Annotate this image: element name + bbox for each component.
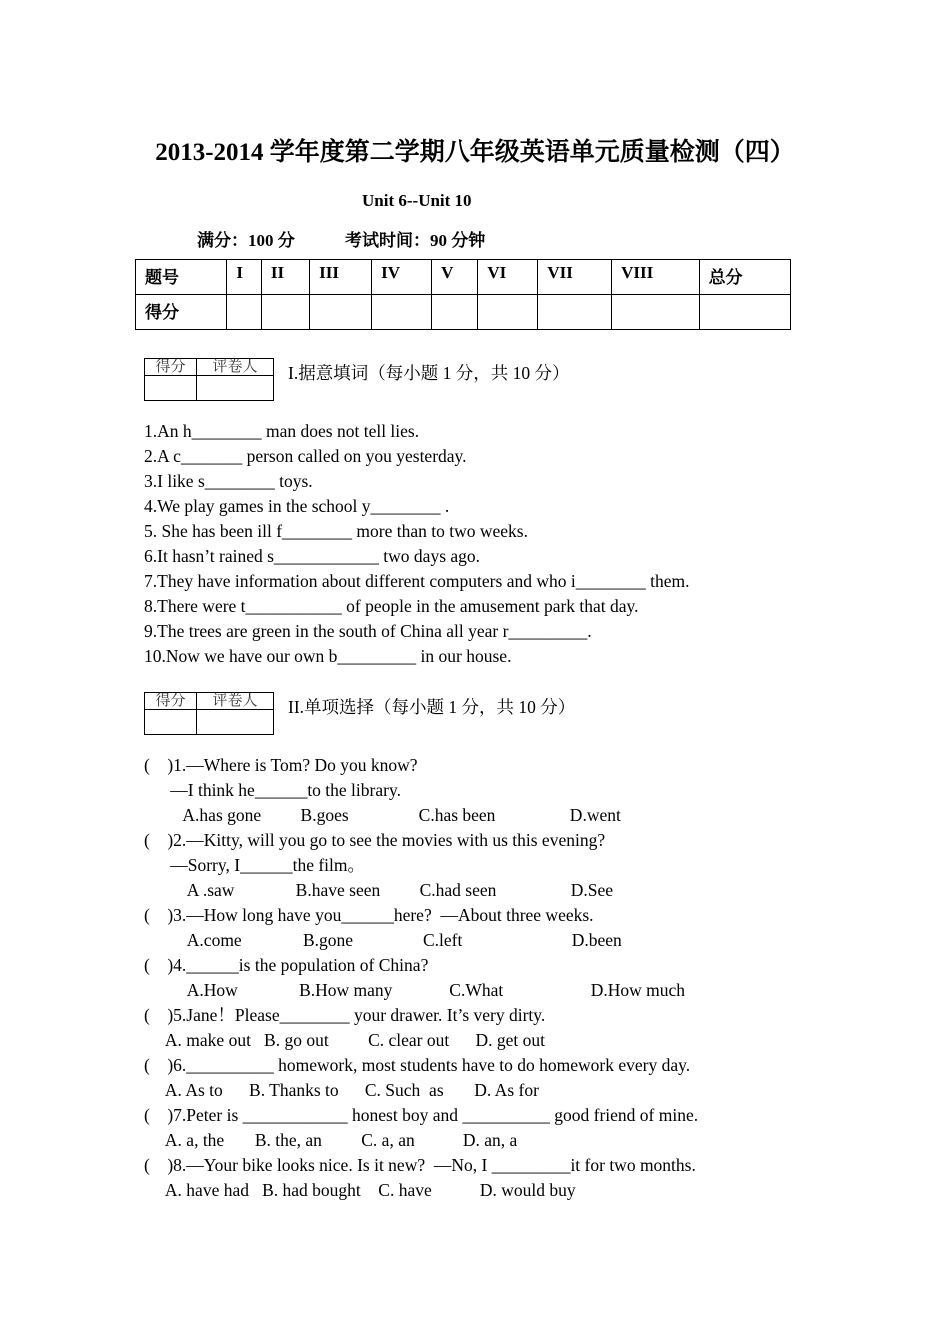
question-line: 1.An h________ man does not tell lies. (144, 421, 420, 441)
score-cell[interactable] (310, 295, 372, 330)
choice-question-line: ( )4.______is the population of China? (144, 955, 429, 975)
grader-name-cell[interactable] (197, 710, 274, 735)
choice-options-line: A.How B.How many C.What D.How much (144, 980, 686, 1000)
choice-options-line: A. have had B. had bought C. have D. would buy (144, 1180, 576, 1200)
question-line: 6.It hasn’t rained s____________ two days ago. (144, 546, 481, 566)
choice-options-line: A. As to B. Thanks to C. Such as D. As for (144, 1080, 539, 1100)
choice-question-line: ( )5.Jane！Please________ your drawer. It’s very dirty. (144, 1005, 546, 1025)
score-cell[interactable] (612, 295, 699, 330)
score-header-cell: 题号 (136, 260, 227, 295)
choice-question-line: ( )7.Peter is ____________ honest boy and __________ good friend of mine. (144, 1105, 699, 1125)
question-line: 2.A c_______ person called on you yesterday. (144, 446, 467, 466)
score-table (135, 259, 791, 330)
grader-score-cell[interactable] (145, 376, 197, 401)
score-row-label: 得分 (136, 295, 227, 330)
full-marks: 满分：100 分 (197, 231, 295, 250)
grader-score-cell[interactable] (145, 710, 197, 735)
score-header-cell: V (432, 260, 478, 295)
question-line: 4.We play games in the school y________ . (144, 496, 450, 516)
choice-question-line: ( )8.—Your bike looks nice. Is it new? —No, I _________it for two months. (144, 1155, 696, 1175)
choice-question-line: ( )3.—How long have you______here? —About three weeks. (144, 905, 594, 925)
question-line: 7.They have information about different computers and who i________ them. (144, 571, 690, 591)
score-table-header-row (136, 260, 791, 295)
question-line: 9.The trees are green in the south of China all year r_________. (144, 621, 592, 641)
score-cell[interactable] (699, 295, 790, 330)
choice-question-line: ( )6.__________ homework, most students have to do homework every day. (144, 1055, 691, 1075)
score-header-cell: VIII (612, 260, 699, 295)
section2-heading: II.单项选择（每小题 1 分，共 10 分） (288, 697, 576, 717)
score-header-cell: IV (372, 260, 432, 295)
grader-box-section2 (144, 692, 274, 735)
question-line: 5. She has been ill f________ more than to two weeks. (144, 521, 528, 541)
choice-question-line: —I think he______to the library. (144, 780, 401, 800)
score-header-cell: II (261, 260, 309, 295)
score-header-cell: VII (538, 260, 612, 295)
choice-options-line: A. make out B. go out C. clear out D. get out (144, 1030, 545, 1050)
document-title: 2013-2014 学年度第二学期八年级英语单元质量检测（四） (155, 139, 795, 166)
choice-question-line: ( )2.—Kitty, will you go to see the movies with us this evening? (144, 830, 606, 850)
grader-name-label: 评卷人 (197, 693, 274, 710)
score-header-cell: VI (478, 260, 538, 295)
choice-options-line: A. a, the B. the, an C. a, an D. an, a (144, 1130, 518, 1150)
question-line: 10.Now we have our own b_________ in our house. (144, 646, 512, 666)
score-header-cell: 总分 (699, 260, 790, 295)
score-cell[interactable] (538, 295, 612, 330)
score-cell[interactable] (372, 295, 432, 330)
grader-name-cell[interactable] (197, 376, 274, 401)
grader-score-label: 得分 (145, 359, 197, 376)
choice-question-line: ( )1.—Where is Tom? Do you know? (144, 755, 418, 775)
document-subtitle: Unit 6--Unit 10 (362, 191, 472, 210)
score-header-cell: III (310, 260, 372, 295)
score-header-cell: I (227, 260, 262, 295)
choice-options-line: A .saw B.have seen C.had seen D.See (144, 880, 614, 900)
grader-name-label: 评卷人 (197, 359, 274, 376)
score-cell[interactable] (478, 295, 538, 330)
choice-options-line: A.come B.gone C.left D.been (144, 930, 622, 950)
grader-score-label: 得分 (145, 693, 197, 710)
section1-heading: I.据意填词（每小题 1 分，共 10 分） (288, 363, 570, 383)
choice-options-line: A.has gone B.goes C.has been D.went (144, 805, 621, 825)
score-cell[interactable] (432, 295, 478, 330)
grader-box-section1 (144, 358, 274, 401)
exam-time: 考试时间：90 分钟 (345, 231, 486, 250)
score-table-score-row (136, 295, 791, 330)
question-line: 8.There were t___________ of people in the amusement park that day. (144, 596, 639, 616)
score-cell[interactable] (261, 295, 309, 330)
choice-question-line: —Sorry, I______the film。 (144, 855, 365, 875)
question-line: 3.I like s________ toys. (144, 471, 313, 491)
score-cell[interactable] (227, 295, 262, 330)
